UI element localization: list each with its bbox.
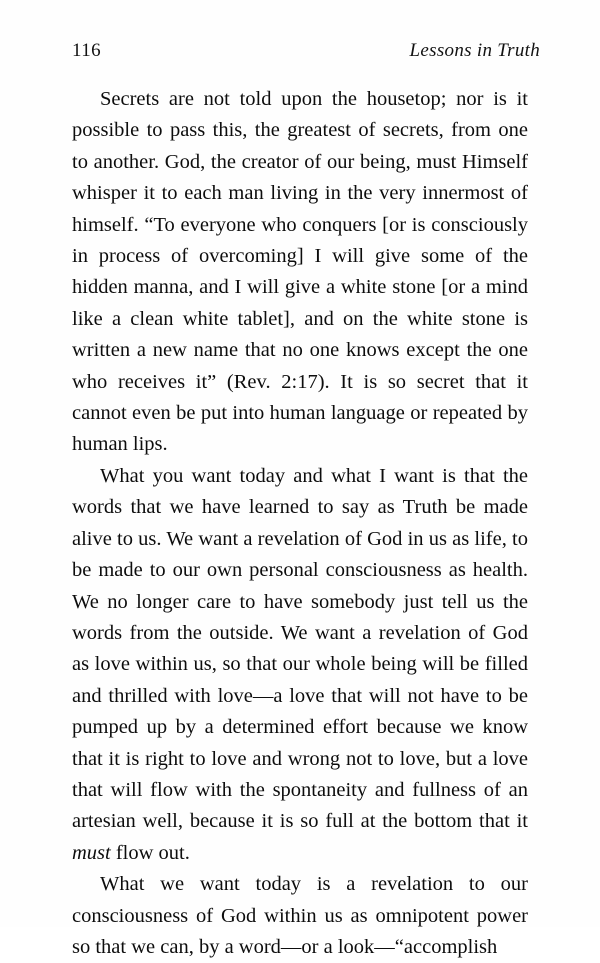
paragraph-2-tail: flow out. [110,841,190,864]
paragraph-1: Secrets are not told upon the housetop; nor is it possible to pass this, the greatest of secrets, from one to another. God, the creator of our being, must Himself whisper it to each man living in the very innermost of himself. “To everyone who conquers [or is consciously in process of overcoming] I will give some of the hidden manna, and I will give a white stone [or a mind like a clean white tablet], and on the white stone is written a new name that no one knows except the one who receives it” (Rev. 2:17). It is so secret that it cannot even be put into human language or repeated by human lips. [72,88,528,456]
emphasis-must: must [72,841,111,864]
paragraph-2 [72,461,528,869]
paragraph-3: What we want today is a revelation to our consciousness of God within us as omnipotent power so that we can, by a word—or a look—“accomplish [72,873,528,958]
page-number: 116 [72,40,101,61]
running-head: Lessons in Truth [409,40,540,61]
page-header [72,40,540,66]
body-text [72,84,528,963]
paragraph-2-text: What you want today and what I want is that the words that we have learned to say as Truth be made alive to us. We want a revelation of God in us as life, to be made to our own personal consciousness as health. We no longer care to have somebody just tell us the words from the outside. We want a revelation of God as love within us, so that our whole being will be filled and thrilled with love—a love that will not have to be pumped up by a determined effort because we know that it is right to love and wrong not to love, but a love that will flow with the spontaneity and fullness of an artesian well, because it is so full at the bottom that it [72,464,528,833]
